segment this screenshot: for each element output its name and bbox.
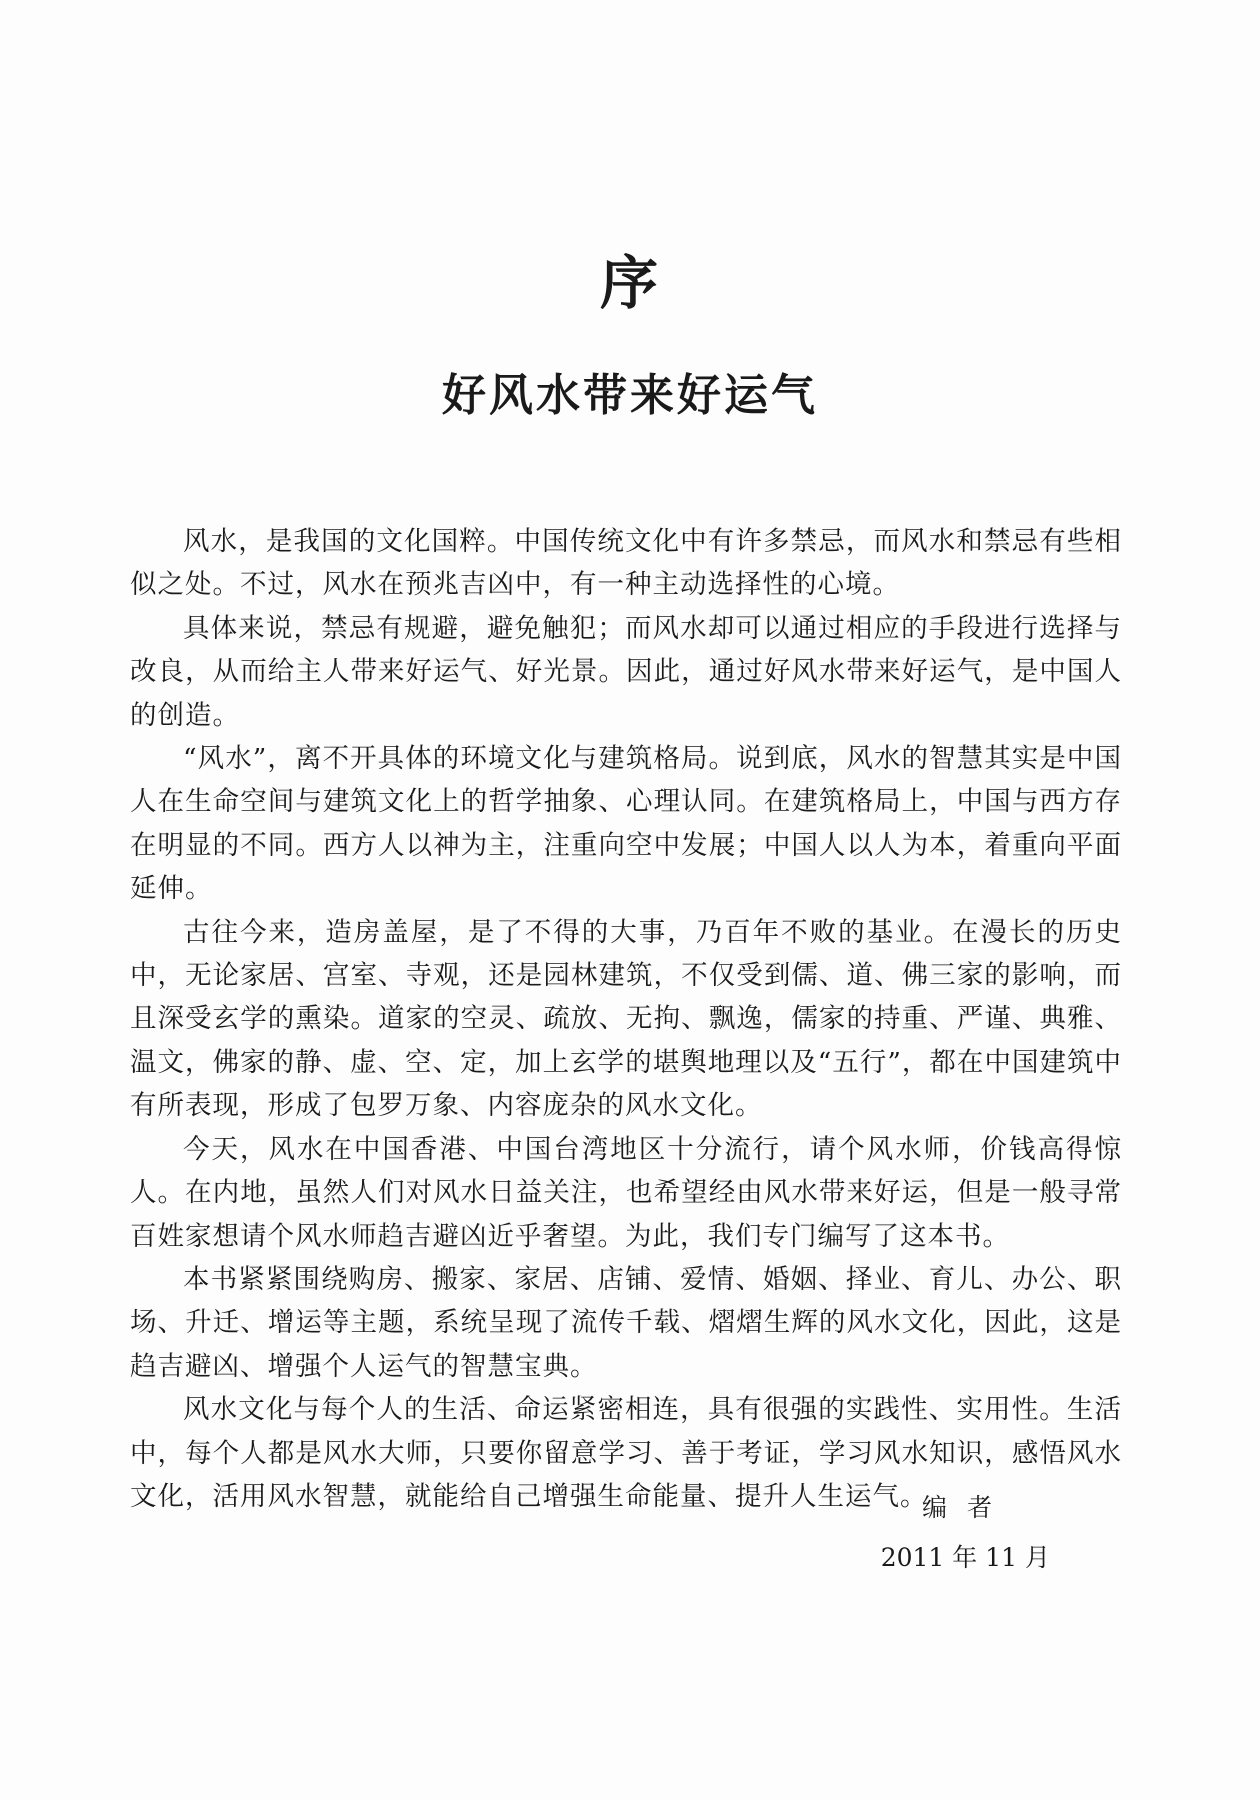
paragraph: 风水文化与每个人的生活、命运紧密相连，具有很强的实践性、实用性。生活中，每个人都是风水大师，只要你留意学习、善于考证，学习风水知识，感悟风水文化，活用风水智慧，就能给自己增强生命能量、提升人生运气。 (130, 1394, 1122, 1512)
signature-block (881, 1488, 1050, 1578)
body-text (130, 520, 1122, 1518)
paragraph: 本书紧紧围绕购房、搬家、家居、店铺、爱情、婚姻、择业、育儿、办公、职场、升迁、增运等主题，系统呈现了流传千载、熠熠生辉的风水文化，因此，这是趋吉避凶、增强个人运气的智慧宝典。 (130, 1263, 1122, 1382)
page-subtitle: 好风水带来好运气 (442, 370, 818, 421)
page-title: 序 (599, 249, 660, 317)
paragraph: 风水，是我国的文化国粹。中国传统文化中有许多禁忌，而风水和禁忌有些相似之处。不过，风水在预兆吉凶中，有一种主动选择性的心境。 (130, 526, 1122, 601)
paragraph: 今天，风水在中国香港、中国台湾地区十分流行，请个风水师，价钱高得惊人。在内地，虽然人们对风水日益关注，也希望经由风水带来好运，但是一般寻常百姓家想请个风水师趋吉避凶近乎奢望。为此，我们专门编写了这本书。 (130, 1133, 1122, 1252)
paragraph: 具体来说，禁忌有规避，避免触犯；而风水却可以通过相应的手段进行选择与改良，从而给主人带来好运气、好光景。因此，通过好风水带来好运气，是中国人的创造。 (130, 612, 1122, 731)
paragraph: “风水”，离不开具体的环境文化与建筑格局。说到底，风水的智慧其实是中国人在生命空间与建筑文化上的哲学抽象、心理认同。在建筑格局上，中国与西方存在明显的不同。西方人以神为主，注重向空中发展；中国人以人为本，着重向平面延伸。 (130, 743, 1122, 905)
paragraph: 古往今来，造房盖屋，是了不得的大事，乃百年不败的基业。在漫长的历史中，无论家居、宫室、寺观，还是园林建筑，不仅受到儒、道、佛三家的影响，而且深受玄学的熏染。道家的空灵、疏放、无拘、飘逸，儒家的持重、严谨、典雅、温文，佛家的静、虚、空、定，加上玄学的堪舆地理以及“五行”，都在中国建筑中有所表现，形成了包罗万象、内容庞杂的风水文化。 (130, 916, 1122, 1122)
signature-date: 2011 年 11 月 (880, 1543, 1050, 1572)
signature-author: 编者 (921, 1493, 1012, 1522)
